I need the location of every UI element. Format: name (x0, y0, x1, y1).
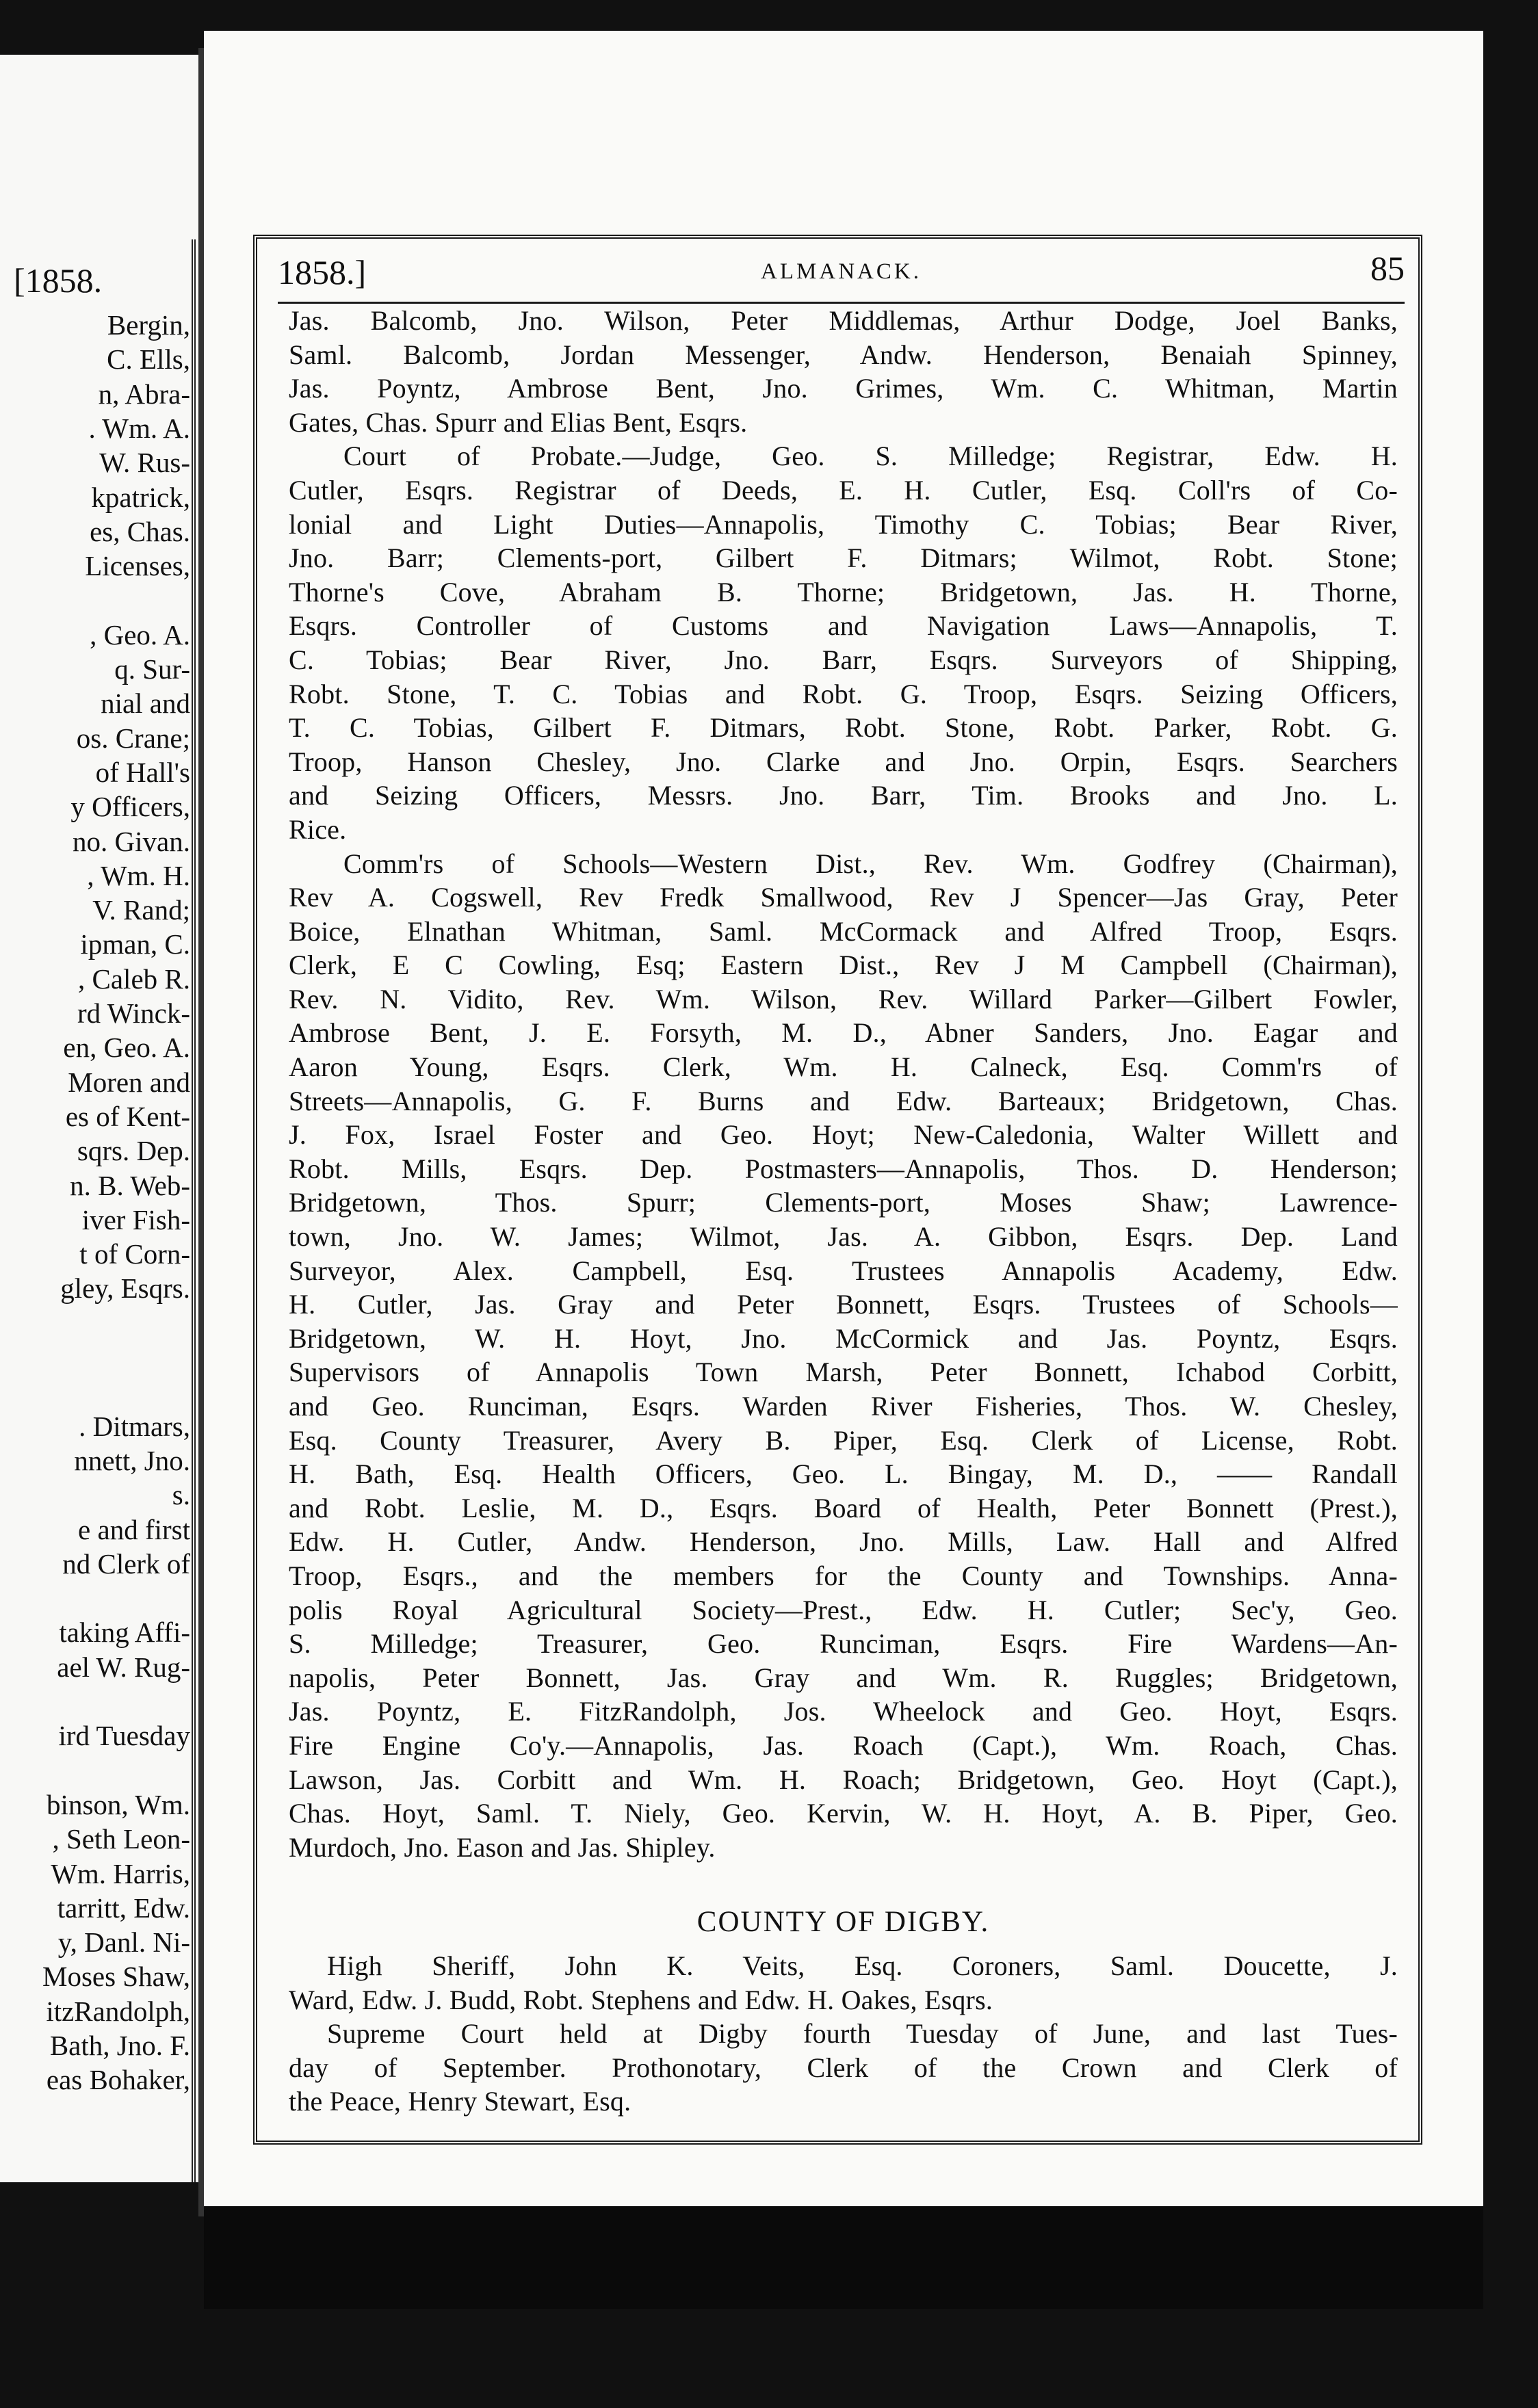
left-page-line: Moren and (68, 1066, 190, 1098)
text-line: town, Jno. W. James; Wilmot, Jas. A. Gibbon, Esqrs. Dep. Land (289, 1221, 1398, 1253)
text-line: Jas. Poyntz, E. FitzRandolph, Jos. Wheelock and Geo. Hoyt, Esqrs. (289, 1696, 1398, 1727)
text-line: Esqrs. Controller of Customs and Navigation Laws—Annapolis, T. (289, 610, 1398, 642)
text-line: C. Tobias; Bear River, Jno. Barr, Esqrs. Surveyors of Shipping, (289, 644, 1398, 675)
text-line: Chas. Hoyt, Saml. T. Niely, Geo. Kervin, W. H. Hoyt, A. B. Piper, Geo. (289, 1798, 1398, 1829)
left-page-line: no. Givan. (73, 825, 190, 857)
text-line: H. Bath, Esq. Health Officers, Geo. L. Bingay, M. D., —— Randall (289, 1458, 1398, 1490)
left-page-line: binson, Wm. (47, 1788, 190, 1820)
left-page-line: nnett, Jno. (74, 1444, 190, 1476)
text-line: Aaron Young, Esqrs. Clerk, Wm. H. Calneck, Esq. Comm'rs of (289, 1051, 1398, 1083)
text-line: Rev A. Cogswell, Rev Fredk Smallwood, Rev J Spencer—Jas Gray, Peter (289, 882, 1398, 913)
left-page-line: rd Winck- (77, 997, 190, 1029)
text-line: Murdoch, Jno. Eason and Jas. Shipley. (289, 1831, 716, 1863)
left-page-line: . Ditmars, (79, 1410, 190, 1442)
text-line: Bridgetown, W. H. Hoyt, Jno. McCormick and Jas. Poyntz, Esqrs. (289, 1322, 1398, 1354)
text-line: and Robt. Leslie, M. D., Esqrs. Board of Health, Peter Bonnett (Prest.), (289, 1492, 1398, 1523)
left-page-line: Licenses, (85, 550, 190, 582)
left-page-line: C. Ells, (107, 343, 190, 376)
left-page-line: V. Rand; (92, 894, 190, 926)
left-page-line: of Hall's (95, 756, 190, 788)
text-line: S. Milledge; Treasurer, Geo. Runciman, Esqrs. Fire Wardens—An- (289, 1628, 1398, 1660)
left-page-line: y, Danl. Ni- (57, 1926, 190, 1959)
text-line: Streets—Annapolis, G. F. Burns and Edw. Barteaux; Bridgetown, Chas. (289, 1085, 1398, 1116)
left-page-year: [1858. (14, 261, 103, 300)
text-line: Cutler, Esqrs. Registrar of Deeds, E. H. Cutler, Esq. Coll'rs of Co- (289, 474, 1398, 506)
left-page-line: itzRandolph, (46, 1995, 190, 2027)
digby-text-line: day of September. Prothonotary, Clerk of the Crown and Clerk of (289, 2052, 1398, 2083)
left-page-line: kpatrick, (91, 481, 190, 513)
text-line: Robt. Stone, T. C. Tobias and Robt. G. Troop, Esqrs. Seizing Officers, (289, 678, 1398, 709)
digby-text-line: the Peace, Henry Stewart, Esq. (289, 2086, 631, 2117)
scan-border (204, 2206, 1483, 2309)
text-line: and Geo. Runciman, Esqrs. Warden River Fisheries, Thos. W. Chesley, (289, 1391, 1398, 1422)
text-line: Comm'rs of Schools—Western Dist., Rev. Wm. Godfrey (Chairman), (343, 848, 1398, 879)
text-line: Rev. N. Vidito, Rev. Wm. Wilson, Rev. Willard Parker—Gilbert Fowler, (289, 983, 1398, 1015)
text-line: lonial and Light Duties—Annapolis, Timothy C. Tobias; Bear River, (289, 508, 1398, 540)
text-line: Saml. Balcomb, Jordan Messenger, Andw. Henderson, Benaiah Spinney, (289, 339, 1398, 370)
text-line: Jas. Balcomb, Jno. Wilson, Peter Middlemas, Arthur Dodge, Joel Banks, (289, 305, 1398, 336)
left-page-line: sqrs. Dep. (77, 1135, 190, 1167)
text-line: Surveyor, Alex. Campbell, Esq. Trustees Annapolis Academy, Edw. (289, 1255, 1398, 1286)
text-line: Supervisors of Annapolis Town Marsh, Peter Bonnett, Ichabod Corbitt, (289, 1357, 1398, 1388)
text-line: Lawson, Jas. Corbitt and Wm. H. Roach; Bridgetown, Geo. Hoyt (Capt.), (289, 1764, 1398, 1795)
left-page-line: , Wm. H. (87, 859, 190, 891)
left-page-fragment (0, 55, 205, 2182)
left-page-line: . Wm. A. (88, 412, 190, 444)
text-line: Clerk, E C Cowling, Esq; Eastern Dist., Rev J M Campbell (Chairman), (289, 950, 1398, 981)
left-page-line: ipman, C. (80, 928, 190, 960)
right-page (204, 31, 1483, 2309)
left-page-line: , Geo. A. (90, 618, 190, 651)
text-line: Jas. Poyntz, Ambrose Bent, Jno. Grimes, Wm. C. Whitman, Martin (289, 373, 1398, 404)
running-header (278, 249, 1405, 300)
left-page-line: nd Clerk of (62, 1547, 190, 1580)
text-line: Esq. County Treasurer, Avery B. Piper, Esq. Clerk of License, Robt. (289, 1424, 1398, 1456)
left-page-line: es, Chas. (90, 515, 190, 547)
left-page-line: ael W. Rug- (57, 1651, 190, 1683)
text-line: J. Fox, Israel Foster and Geo. Hoyt; New-Caledonia, Walter Willett and (289, 1119, 1398, 1151)
left-page-line: tarritt, Edw. (57, 1892, 190, 1924)
left-page-line: os. Crane; (76, 722, 190, 754)
text-line: napolis, Peter Bonnett, Jas. Gray and Wm. R. Ruggles; Bridgetown, (289, 1662, 1398, 1693)
text-line: polis Royal Agricultural Society—Prest., Edw. H. Cutler; Sec'y, Geo. (289, 1594, 1398, 1625)
left-page-line: Bath, Jno. F. (49, 2030, 190, 2061)
text-line: Edw. H. Cutler, Andw. Henderson, Jno. Mills, Law. Hall and Alfred (289, 1526, 1398, 1558)
left-page-line: Moses Shaw, (42, 1961, 190, 1993)
digby-text-line: Ward, Edw. J. Budd, Robt. Stephens and Edw. H. Oakes, Esqrs. (289, 1984, 993, 2015)
text-line: T. C. Tobias, Gilbert F. Ditmars, Robt. Stone, Robt. Parker, Robt. G. (289, 712, 1398, 744)
left-page-line: y Officers, (70, 791, 190, 823)
text-line: Thorne's Cove, Abraham B. Thorne; Bridgetown, Jas. H. Thorne, (289, 576, 1398, 607)
text-line: Court of Probate.—Judge, Geo. S. Milledge; Registrar, Edw. H. (343, 441, 1398, 472)
text-line: Troop, Hanson Chesley, Jno. Clarke and Jno. Orpin, Esqrs. Searchers (289, 746, 1398, 777)
left-page-line: Bergin, (107, 309, 190, 341)
text-frame (253, 235, 1422, 2145)
left-page-line: , Seth Leon- (52, 1823, 190, 1855)
left-page-line: taking Affi- (59, 1617, 190, 1649)
left-page-line: gley, Esqrs. (60, 1272, 190, 1305)
text-line: Jno. Barr; Clements-port, Gilbert F. Ditmars; Wilmot, Robt. Stone; (289, 542, 1398, 574)
text-line: Ambrose Bent, J. E. Forsyth, M. D., Abner Sanders, Jno. Eagar and (289, 1017, 1398, 1049)
text-line: Boice, Elnathan Whitman, Saml. McCormack and Alfred Troop, Esqrs. (289, 915, 1398, 947)
digby-text-line: High Sheriff, John K. Veits, Esq. Coroners, Saml. Doucette, J. (327, 1950, 1398, 1981)
digby-text-line: Supreme Court held at Digby fourth Tuesday of June, and last Tues- (327, 2018, 1398, 2050)
left-page-line: , Caleb R. (78, 963, 190, 995)
page-body (289, 304, 1398, 2119)
section-heading: COUNTY OF DIGBY. (696, 1906, 990, 1939)
left-page-line: Wm. Harris, (51, 1857, 190, 1889)
left-page-line: t of Corn- (79, 1238, 190, 1270)
running-title: ALMANACK. (761, 259, 922, 284)
text-line: Troop, Esqrs., and the members for the County and Townships. Anna- (289, 1560, 1398, 1591)
text-line: Rice. (289, 813, 347, 845)
left-page-line: en, Geo. A. (63, 1032, 190, 1064)
page-gutter (198, 48, 204, 2216)
left-page-line: n. B. Web- (70, 1169, 190, 1201)
text-line: Gates, Chas. Spurr and Elias Bent, Esqrs. (289, 406, 748, 438)
left-page-line: es of Kent- (65, 1100, 190, 1132)
left-page-line: q. Sur- (114, 653, 190, 685)
left-page-line: iver Fish- (81, 1203, 190, 1235)
left-page-line: nial and (101, 688, 190, 720)
left-page-line: ird Tuesday (58, 1720, 190, 1752)
header-year: 1858.] (278, 253, 367, 291)
page-number: 85 (1370, 249, 1405, 287)
left-page-line: s. (172, 1479, 190, 1511)
text-line: and Seizing Officers, Messrs. Jno. Barr, Tim. Brooks and Jno. L. (289, 780, 1398, 811)
left-page-line: eas Bohaker, (46, 2064, 190, 2096)
text-line: H. Cutler, Jas. Gray and Peter Bonnett, Esqrs. Trustees of Schools— (289, 1289, 1398, 1320)
left-page-line: W. Rus- (99, 447, 190, 479)
left-page-line: n, Abra- (98, 378, 190, 410)
text-line: Robt. Mills, Esqrs. Dep. Postmasters—Annapolis, Thos. D. Henderson; (289, 1153, 1398, 1184)
left-page-line: e and first (78, 1513, 190, 1545)
text-line: Bridgetown, Thos. Spurr; Clements-port, Moses Shaw; Lawrence- (289, 1187, 1398, 1218)
text-line: Fire Engine Co'y.—Annapolis, Jas. Roach (Capt.), Wm. Roach, Chas. (289, 1729, 1398, 1761)
